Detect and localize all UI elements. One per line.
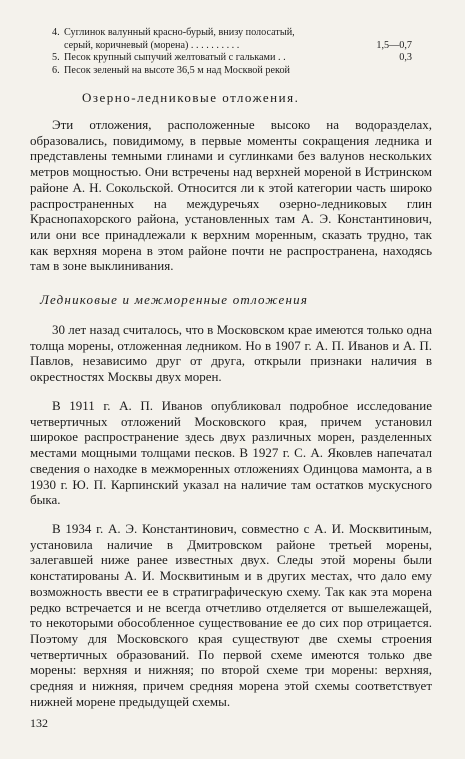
list-item-text: Песок крупный сыпучий желтоватый с гальками . . bbox=[64, 52, 286, 63]
paragraph: Эти отложения, расположенные высоко на водоразделах, образовались, повидимому, в первые моменты сокращения ледника и представлены темными глинами и суглинками без валунов нескольких метров мощностью. Они встречены над верхней мореной в Истринском районе А. Н. Сокольской. Относится ли к этой категории часть широко распространенных на междуречьях озерно-ледниковых глин Краснопахорского района, установленных там А. Э. Константинович, или они все принадлежали к верхним моренным, сказать трудно, так как верхняя морена в этом районе почти не распространена, находясь там в зоне выклинивания. bbox=[30, 117, 432, 274]
list-item bbox=[52, 65, 412, 78]
list-item-number: 5. bbox=[52, 52, 60, 63]
list-item bbox=[52, 27, 412, 40]
paragraph: В 1934 г. А. Э. Константинович, совместно с А. И. Москвитиным, установила наличие в Дмитровском районе третьей морены, залегавшей ниже ранее известных двух. Следы этой морены были констатированы А. И. Москвитиным и в других местах, что дало ему возможность ввести ее в стратиграфическую схему. Так как эта морена редко встречается и не всегда отчетливо отделяется от вышележащей, то некоторыми обособленное существование ее до сих пор отрицается. Поэтому для Московского края существуют две схемы строения четвертичных образований. По первой схеме имеются только две морены: верхняя и нижняя; по второй схеме три морены: верхняя, средняя и нижняя, причем средняя морена этой схемы соответствует нижней морене предыдущей схемы. bbox=[30, 521, 432, 709]
page-number: 132 bbox=[30, 716, 48, 730]
section-heading-glacial: Ледниковые и межморенные отложения bbox=[40, 292, 309, 307]
list-item-text: Песок зеленый на высоте 36,5 м над Москвой рекой bbox=[64, 64, 290, 76]
paragraph: 30 лет назад считалось, что в Московском крае имеются только одна толща морены, отложенная ледником. Но в 1907 г. А. П. Иванов и А. П. Павлов, независимо друг от друга, открыли признаки наличия в окрестностях Москвы двух морен. bbox=[30, 322, 432, 385]
list-item-number: 4. bbox=[52, 27, 60, 38]
list-item-value: 0,3 bbox=[399, 52, 412, 63]
section-heading-lake-glacial: Озерно-ледниковые отложения. bbox=[82, 90, 300, 105]
list-item-text: серый, коричневый (морена) . . . . . . . . . . bbox=[64, 39, 240, 51]
borehole-layer-list bbox=[52, 27, 412, 77]
list-item-continuation bbox=[52, 40, 412, 53]
list-item-text: Суглинок валунный красно-бурый, внизу полосатый, bbox=[64, 27, 295, 38]
list-item-value: 1,5—0,7 bbox=[376, 39, 412, 51]
list-item bbox=[52, 52, 412, 65]
list-item-number: 6. bbox=[52, 64, 60, 76]
paragraph: В 1911 г. А. П. Иванов опубликовал подробное исследование четвертичных отложений Московского края, причем установил широкое распространение здесь двух различных морен, разделенных местами мощными толщами песков. В 1927 г. С. А. Яковлев напечатал сведения о находке в межморенных отложениях Одинцова мамонта, а в 1930 г. Ю. П. Карпинский указал на наличие там остатков мускусного быка. bbox=[30, 398, 432, 508]
